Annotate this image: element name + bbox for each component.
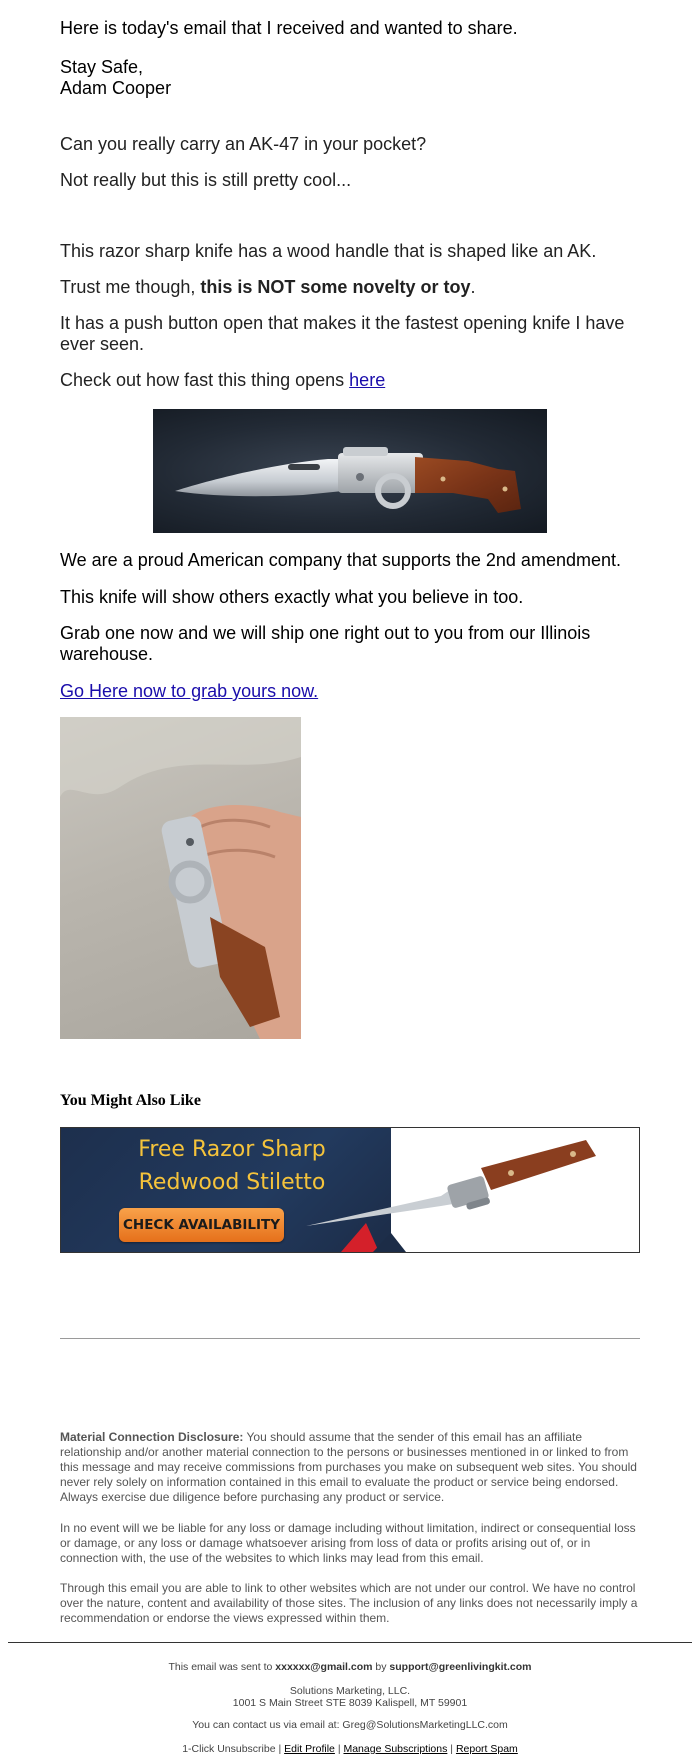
pitch-paragraph-3: It has a push button open that makes it the fastest opening knife I have ever seen. — [60, 313, 625, 354]
banner-title-line-1: Free Razor Sharp — [138, 1137, 326, 1162]
recipient-email: xxxxxx@gmail.com — [275, 1661, 373, 1673]
grab-yours-link[interactable]: Go Here now to grab yours now. — [60, 681, 319, 701]
pitch-paragraph-5: We are a proud American company that supports the 2nd amendment. — [60, 550, 621, 570]
related-heading: You Might Also Like — [60, 1092, 201, 1109]
cta-paragraph — [60, 681, 640, 702]
sep-1: | — [275, 1743, 285, 1755]
banner-title-line-2: Redwood Stiletto — [138, 1170, 326, 1195]
report-spam-link[interactable]: Report Spam — [455, 1743, 518, 1755]
pitch-paragraph-6: This knife will show others exactly what you believe in too. — [60, 587, 524, 607]
p4-text: Check out how fast this thing opens — [60, 370, 350, 390]
knife-illustration — [153, 409, 547, 533]
hand-knife-photo[interactable] — [60, 717, 301, 1039]
stiletto-banner[interactable] — [60, 1127, 640, 1253]
unsubscribe-text[interactable]: 1-Click Unsubscribe — [182, 1743, 276, 1755]
disclosure-paragraph-1 — [60, 1430, 640, 1505]
video-link[interactable]: here — [349, 370, 386, 390]
disclosure-paragraph-2: In no event will we be liable for any loss or damage including without limitation, indirect or consequential loss or damage, or any loss or damage whatsoever arising from loss of data or profits arising out of, or in connection with, the use of the websites to which links may lead from this email. — [60, 1521, 636, 1565]
hero-knife-image[interactable] — [153, 409, 547, 533]
disclosure-paragraph-3: Through this email you are able to link to other websites which are not under our control. We have no control over the nature, content and availability of those sites. The inclusion of any links does not necessarily imply a recommendation or endorse the views expressed within them. — [60, 1581, 638, 1625]
disclosure-text-1: You should assume that the sender of this email has an affiliate relationship and/or another material connection to the persons or businesses mentioned in or linked to from this message and may receive commissions from purchases you make on subsequent web sites. You should never rely solely on information contained in this email to evaluate the product or service being endorsed. Always exercise due diligence before purchasing any product or service. — [60, 1430, 637, 1504]
company-name: Solutions Marketing, LLC. — [289, 1685, 411, 1697]
pitch-answer: Not really but this is still pretty cool... — [60, 170, 352, 190]
footer-divider — [8, 1642, 692, 1643]
company-address: 1001 S Main Street STE 8039 Kalispell, MT 59901 — [232, 1697, 468, 1709]
sent-pre: This email was sent to — [168, 1661, 276, 1673]
pitch-paragraph-2 — [60, 277, 640, 298]
pitch-paragraph-1: This razor sharp knife has a wood handle that is shaped like an AK. — [60, 241, 597, 261]
sent-to-line — [0, 1661, 700, 1673]
pitch-paragraph-7: Grab one now and we will ship one right out to you from our Illinois warehouse. — [60, 623, 591, 664]
sep-3: | — [447, 1743, 456, 1755]
check-availability-button[interactable]: CHECK AVAILABILITY — [119, 1208, 284, 1242]
pitch-question: Can you really carry an AK-47 in your pocket? — [60, 134, 427, 154]
footer-links — [0, 1743, 700, 1755]
contact-line: You can contact us via email at: Greg@SolutionsMarketingLLC.com — [192, 1719, 508, 1731]
sep-2: | — [334, 1743, 344, 1755]
signoff: Stay Safe, — [60, 57, 144, 77]
hand-knife-illustration — [60, 717, 301, 1039]
divider — [60, 1338, 640, 1339]
intro-line: Here is today's email that I received and wanted to share. — [60, 18, 518, 38]
sender-name: Adam Cooper — [60, 78, 172, 98]
p2-text: Trust me though, — [60, 277, 201, 297]
sender-email: support@greenlivingkit.com — [389, 1661, 532, 1673]
edit-profile-link[interactable]: Edit Profile — [284, 1743, 335, 1755]
p2-end: . — [470, 277, 476, 297]
banner-title — [97, 1133, 367, 1199]
manage-subscriptions-link[interactable]: Manage Subscriptions — [343, 1743, 448, 1755]
p2-bold: this is NOT some novelty or toy — [200, 277, 471, 297]
disclosure-label: Material Connection Disclosure: — [60, 1430, 244, 1444]
sent-by: by — [372, 1661, 390, 1673]
pitch-paragraph-4 — [60, 370, 640, 391]
